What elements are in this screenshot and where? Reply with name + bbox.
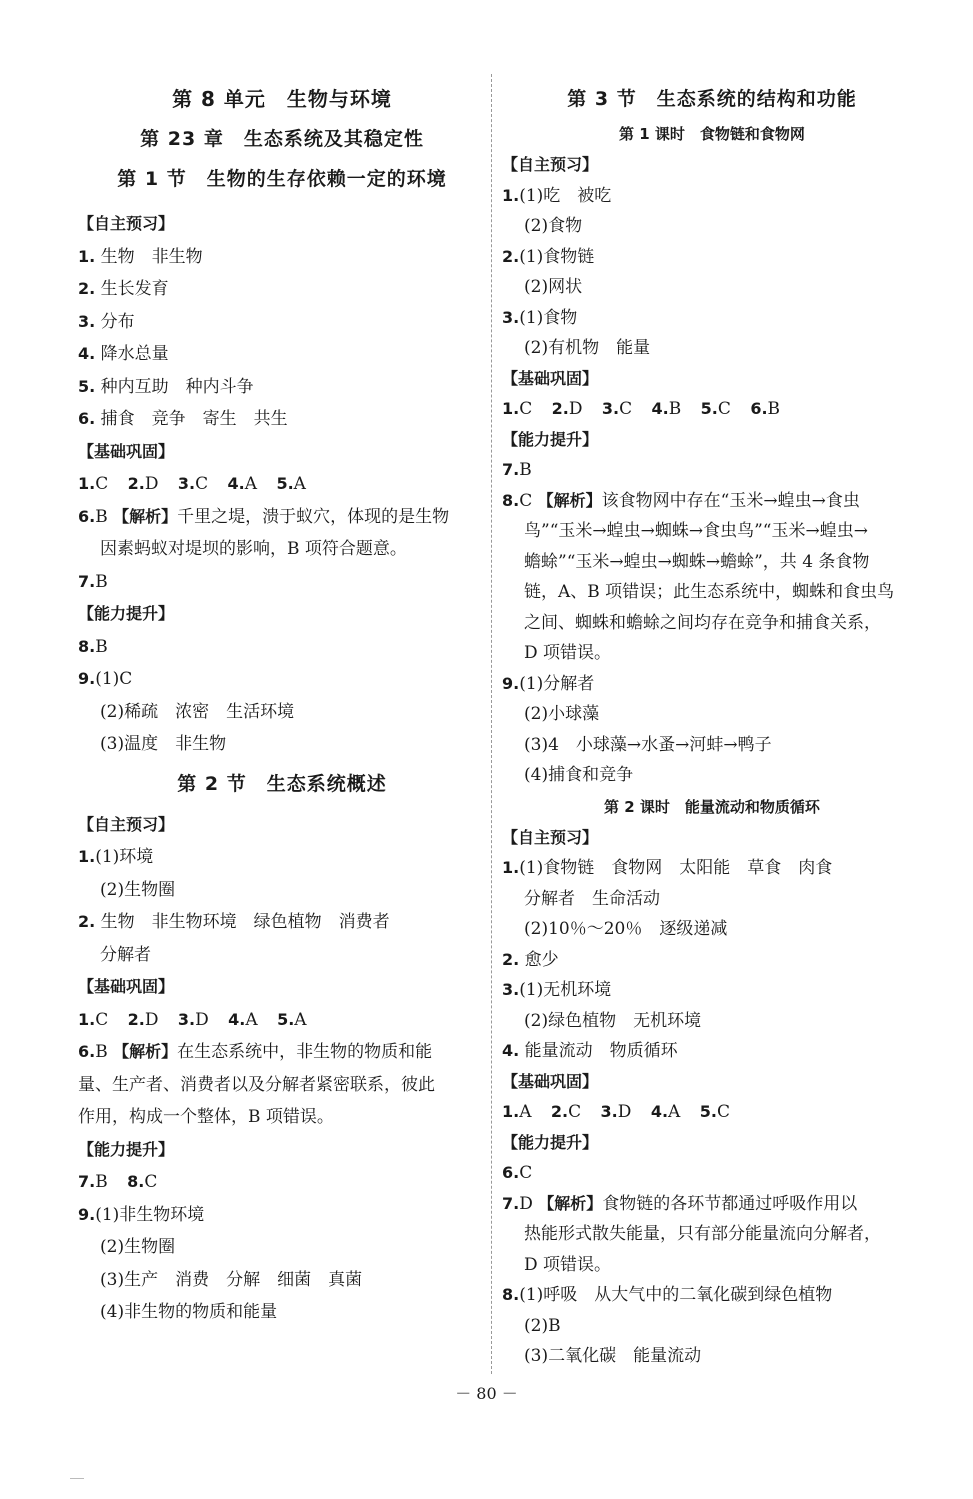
lesson-2-title: 第 2 课时 能量流动和物质循环	[604, 797, 820, 816]
answer-subline: (2)绿色植物 无机环境	[524, 1010, 702, 1031]
section-2-title: 第 2 节 生态系统概述	[177, 772, 387, 795]
answer-line: 6. 捕食 竞争 寄生 共生	[78, 409, 288, 429]
answer-line: 1. 生物 非生物	[78, 246, 203, 267]
answer-subline: (2)B	[524, 1315, 561, 1336]
answer-line-explained: 8.C 【解析】该食物网中存在“玉米→蝗虫→食虫	[502, 490, 860, 511]
answer-line: 2. 生物 非生物环境 绿色植物 消费者	[78, 912, 390, 932]
tag-preview: 【自主预习】	[78, 214, 175, 233]
answer-line: 7.B	[502, 460, 532, 480]
answer-line: 4. 能量流动 物质循环	[502, 1041, 678, 1061]
explanation-line: 链，A、B 项错误；此生态系统中，蜘蛛和食虫鸟	[524, 582, 895, 602]
answer-line: 3. 分布	[78, 311, 135, 332]
tag-preview: 【自主预习】	[502, 827, 599, 847]
answer-line: 9.(1)C	[78, 669, 133, 689]
column-divider	[491, 74, 492, 1374]
answer-line: 5. 种内互助 种内斗争	[78, 376, 254, 397]
tag-basic: 【基础巩固】	[78, 977, 175, 996]
explanation-line: 因素蚂蚁对堤坝的影响，B 项符合题意。	[100, 539, 407, 559]
page-number: － 80 －	[455, 1384, 518, 1403]
answer-line-choices: 1.C 2.D 3.C 4.B 5.C 6.B	[502, 399, 781, 419]
right-column	[502, 70, 922, 1372]
tag-preview: 【自主预习】	[502, 155, 599, 174]
answer-subline: (2)有机物 能量	[524, 338, 651, 358]
answer-subline: (2)稀疏 浓密 生活环境	[100, 701, 295, 722]
answer-line: 8.(1)呼吸 从大气中的二氧化碳到绿色植物	[502, 1285, 833, 1305]
answer-line: 4. 降水总量	[78, 344, 169, 364]
corner-mark	[70, 1478, 84, 1479]
answer-line: 1.(1)食物链 食物网 太阳能 草食 肉食	[502, 858, 833, 878]
tag-ability: 【能力提升】	[78, 1139, 175, 1159]
answer-line-choices: 1.C 2.D 3.C 4.A 5.A	[78, 474, 306, 494]
answer-line: 1.(1)环境	[78, 847, 154, 867]
answer-line-choices: 1.C 2.D 3.D 4.A 5.A	[78, 1009, 307, 1030]
tag-preview: 【自主预习】	[78, 814, 175, 834]
tag-basic: 【基础巩固】	[78, 441, 175, 461]
explanation-line: D 项错误。	[524, 643, 612, 663]
answer-subline: (2)食物	[524, 216, 583, 236]
answer-subline: (4)捕食和竞争	[524, 765, 634, 785]
tag-ability: 【能力提升】	[502, 1132, 599, 1152]
answer-line: 3.(1)食物	[502, 307, 578, 328]
answer-subline: (2)生物圈	[100, 1237, 176, 1257]
explanation-line: 鸟”“玉米→蝗虫→蜘蛛→食虫鸟”“玉米→蝗虫→	[524, 521, 868, 541]
answer-subline: (2)生物圈	[100, 879, 176, 900]
explanation-line: 蟾蜍”“玉米→蝗虫→蜘蛛→蟾蜍”，共 4 条食物	[524, 551, 870, 572]
tag-ability: 【能力提升】	[78, 604, 175, 623]
lesson-1-title: 第 1 课时 食物链和食物网	[619, 125, 805, 143]
answer-subline: (3)温度 非生物	[100, 734, 227, 754]
answer-line: 2. 愈少	[502, 949, 559, 970]
section-1-title: 第 1 节 生物的生存依赖一定的环境	[117, 168, 447, 190]
tag-basic: 【基础巩固】	[502, 1071, 599, 1091]
answer-line: 9.(1)非生物环境	[78, 1204, 205, 1225]
answer-subline: 分解者 生命活动	[524, 888, 660, 909]
left-column	[78, 70, 486, 1329]
answer-subline: (4)非生物的物质和能量	[100, 1302, 278, 1322]
answer-subline: 分解者	[100, 944, 151, 965]
answer-line: 6.C	[502, 1163, 533, 1183]
answer-line-explained: 6.B 【解析】在生态系统中，非生物的物质和能	[78, 1042, 433, 1062]
tag-basic: 【基础巩固】	[502, 368, 599, 388]
answer-line: 2. 生长发育	[78, 279, 169, 299]
answer-subline: (3)生产 消费 分解 细菌 真菌	[100, 1269, 363, 1290]
explanation-line: 之间、蜘蛛和蟾蜍之间均存在竞争和捕食关系，	[524, 612, 881, 633]
section-3-title: 第 3 节 生态系统的结构和功能	[567, 88, 857, 110]
explanation-line: 热能形式散失能量，只有部分能量流向分解者，	[524, 1224, 881, 1244]
explanation-line: D 项错误。	[524, 1254, 612, 1275]
answer-subline: (2)小球藻	[524, 704, 600, 724]
unit-title: 第 8 单元 生物与环境	[172, 87, 392, 111]
answer-line: 1.(1)吃 被吃	[502, 185, 612, 206]
answer-line: 7.B	[78, 571, 108, 592]
explanation-line: 作用，构成一个整体，B 项错误。	[78, 1107, 334, 1127]
answer-line-explained: 7.D 【解析】食物链的各环节都通过呼吸作用以	[502, 1193, 858, 1214]
answer-line-choices: 1.A 2.C 3.D 4.A 5.C	[502, 1102, 730, 1122]
answer-line: 3.(1)无机环境	[502, 980, 612, 1000]
answer-line: 8.B	[78, 636, 108, 657]
answer-line: 7.B 8.C	[78, 1172, 158, 1192]
answer-subline: (3)4 小球藻→水蚤→河蚌→鸭子	[524, 734, 772, 755]
answer-line: 9.(1)分解者	[502, 673, 595, 694]
answer-line: 2.(1)食物链	[502, 246, 595, 267]
answer-line-explained: 6.B 【解析】千里之堤，溃于蚁穴，体现的是生物	[78, 506, 450, 527]
tag-ability: 【能力提升】	[502, 429, 599, 449]
answer-subline: (2)10％～20％ 逐级递减	[524, 919, 728, 939]
answer-subline: (2)网状	[524, 277, 583, 297]
answer-subline: (3)二氧化碳 能量流动	[524, 1346, 702, 1366]
explanation-line: 量、生产者、消费者以及分解者紧密联系，彼此	[78, 1074, 435, 1095]
chapter-title: 第 23 章 生态系统及其稳定性	[140, 128, 424, 150]
